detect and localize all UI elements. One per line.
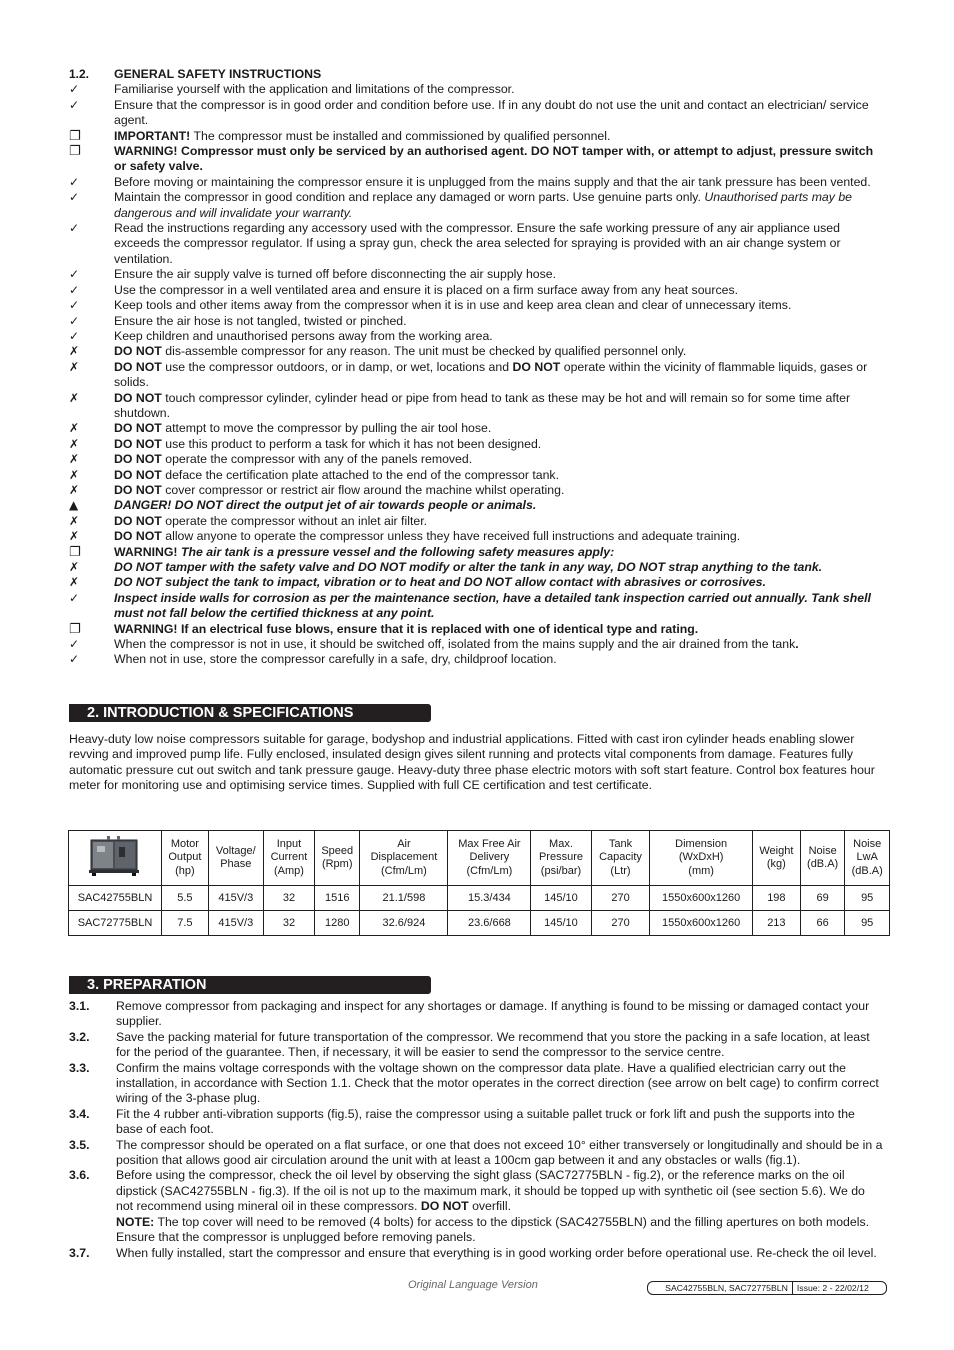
safety-instruction-text bbox=[114, 498, 885, 513]
cross-mark-icon: ✗ bbox=[69, 482, 80, 497]
preparation-item bbox=[69, 1168, 883, 1245]
table-cell: 1280 bbox=[315, 911, 360, 936]
check-mark-icon: ✓ bbox=[69, 174, 80, 189]
cross-mark-icon: ✗ bbox=[69, 467, 80, 482]
safety-instruction-text bbox=[114, 637, 885, 652]
text-run: WARNING! Compressor must only be serviced by an authorised agent. DO NOT tamper with, or attempt to adjust, pressure switch or safety valve. bbox=[114, 144, 874, 174]
column-header-line: (Amp) bbox=[273, 864, 304, 877]
safety-instruction-item bbox=[69, 560, 885, 575]
step-text bbox=[116, 1168, 883, 1245]
safety-instruction-text bbox=[114, 652, 885, 667]
preparation-item bbox=[69, 1030, 883, 1061]
column-header-line: (hp) bbox=[175, 864, 195, 877]
preparation-item bbox=[69, 1107, 883, 1138]
general-safety-section bbox=[69, 67, 885, 668]
check-mark-icon: ✓ bbox=[69, 298, 80, 313]
column-header-line: LwA bbox=[856, 851, 878, 864]
table-row bbox=[69, 911, 890, 936]
preparation-list bbox=[69, 999, 883, 1261]
text-run: DO NOT bbox=[114, 390, 162, 405]
text-run: Save the packing material for future transportation of the compressor. We recommend that you store the packing in a safe location, at least for the period of the guarantee. Then, if necessary, it will be easier to send the compressor to the service centre. bbox=[116, 1029, 870, 1060]
table-cell: 32.6/924 bbox=[360, 911, 448, 936]
text-run: Before moving or maintaining the compressor ensure it is unplugged from the mains supply and that the air tank pressure has been vented. bbox=[114, 174, 871, 189]
table-cell: 69 bbox=[800, 886, 845, 911]
text-run: DO NOT subject the tank to impact, vibration or to heat and DO NOT allow contact with abrasives or corrosives. bbox=[114, 575, 766, 590]
column-header-line: Voltage/ bbox=[215, 844, 256, 857]
text-run: . bbox=[795, 637, 799, 652]
column-header-line: Current bbox=[270, 851, 308, 864]
safety-instruction-item bbox=[69, 267, 885, 282]
safety-instruction-item bbox=[69, 314, 885, 329]
footer-models: SAC42755BLN, SAC72775BLN bbox=[665, 1283, 788, 1293]
column-header-line: Motor bbox=[170, 837, 199, 850]
text-run: DO NOT bbox=[114, 467, 162, 482]
cross-mark-icon: ✗ bbox=[69, 344, 80, 359]
text-run: Confirm the mains voltage corresponds with the voltage shown on the compressor data plate. Have a qualified electrician carry out the installation, in accordance with Section 1.1. Check that the motor operates in the correct direction (see arrow on belt cage) to confirm correct wiring of the 3-phase plug. bbox=[116, 1060, 879, 1106]
compressor-image-icon bbox=[87, 834, 143, 878]
safety-instruction-item bbox=[69, 545, 885, 560]
box-bullet-icon: ❐ bbox=[69, 144, 81, 160]
column-header bbox=[360, 831, 448, 886]
column-header bbox=[845, 831, 890, 886]
column-header-line: Noise bbox=[853, 837, 882, 850]
model-cell: SAC42755BLN bbox=[69, 886, 162, 911]
safety-instruction-item bbox=[69, 498, 885, 513]
cross-mark-icon: ✗ bbox=[69, 513, 80, 528]
text-run: Keep children and unauthorised persons away from the working area. bbox=[114, 328, 493, 343]
text-run: use this product to perform a task for which it has not been designed. bbox=[161, 436, 542, 451]
column-header-line: Output bbox=[168, 851, 202, 864]
safety-instruction-item bbox=[69, 175, 885, 190]
safety-instruction-text bbox=[114, 452, 885, 467]
column-header-line: Phase bbox=[220, 858, 252, 870]
cross-mark-icon: ✗ bbox=[69, 529, 80, 544]
check-mark-icon: ✓ bbox=[69, 313, 80, 328]
safety-instruction-text bbox=[114, 529, 885, 544]
safety-instruction-text bbox=[114, 298, 885, 313]
safety-instruction-item bbox=[69, 129, 885, 144]
safety-instruction-item bbox=[69, 98, 885, 129]
step-number: 3.4. bbox=[69, 1106, 90, 1121]
safety-instruction-item bbox=[69, 144, 885, 175]
section-title: GENERAL SAFETY INSTRUCTIONS bbox=[114, 67, 322, 81]
text-run: When not in use, store the compressor carefully in a safe, dry, childproof location. bbox=[114, 652, 557, 667]
section-number: 1.2. bbox=[69, 67, 90, 81]
table-cell: 95 bbox=[845, 886, 890, 911]
safety-instruction-item bbox=[69, 468, 885, 483]
safety-instruction-text bbox=[114, 421, 885, 436]
box-bullet-icon: ❐ bbox=[69, 621, 81, 637]
safety-instruction-item bbox=[69, 652, 885, 667]
text-run: The top cover will need to be removed (4 bolts) for access to the dipstick (SAC42755BLN) and the filling apertures on both models. Ensure that the compressor is unplugged before removing panels. bbox=[116, 1214, 870, 1245]
text-run: Ensure the air supply valve is turned off before disconnecting the air supply hose. bbox=[114, 267, 557, 282]
preparation-item bbox=[69, 1138, 883, 1169]
warning-triangle-icon: ▲ bbox=[69, 498, 79, 513]
step-number: 3.1. bbox=[69, 999, 90, 1013]
step-number: 3.5. bbox=[69, 1137, 90, 1152]
text-run: DO NOT tamper with the safety valve and DO NOT modify or alter the tank in any way, DO NOT strap anything to the tank. bbox=[114, 560, 823, 574]
safety-instruction-text bbox=[114, 437, 885, 452]
safety-instruction-text bbox=[114, 622, 885, 637]
safety-instruction-item bbox=[69, 437, 885, 452]
column-header-line: Capacity bbox=[599, 851, 642, 864]
safety-instruction-item bbox=[69, 221, 885, 267]
safety-instruction-item bbox=[69, 360, 885, 391]
safety-instruction-text bbox=[114, 329, 885, 344]
table-cell: 1550x600x1260 bbox=[650, 886, 752, 911]
safety-instruction-text bbox=[114, 267, 885, 282]
table-cell: 23.6/668 bbox=[448, 911, 531, 936]
column-header bbox=[315, 831, 360, 886]
check-mark-icon: ✓ bbox=[69, 590, 80, 605]
column-header bbox=[208, 831, 263, 886]
text-run: DANGER! DO NOT direct the output jet of air towards people or animals. bbox=[114, 498, 537, 513]
column-header-line: (Rpm) bbox=[321, 858, 353, 870]
column-header-line: Delivery bbox=[469, 851, 510, 864]
preparation-item bbox=[69, 1061, 883, 1107]
safety-instruction-text bbox=[114, 483, 885, 498]
text-run: operate the compressor without an inlet air filter. bbox=[161, 513, 428, 528]
table-cell: 5.5 bbox=[162, 886, 209, 911]
column-header bbox=[162, 831, 209, 886]
safety-instruction-item bbox=[69, 329, 885, 344]
step-number: 3.7. bbox=[69, 1245, 90, 1260]
table-cell: 21.1/598 bbox=[360, 886, 448, 911]
column-header-line: (kg) bbox=[766, 858, 786, 870]
safety-instruction-item bbox=[69, 82, 885, 97]
safety-instruction-text bbox=[114, 575, 885, 590]
footer-divider bbox=[792, 1282, 793, 1294]
text-run: overfill. bbox=[468, 1199, 512, 1214]
table-cell: 270 bbox=[591, 911, 650, 936]
safety-instruction-item bbox=[69, 452, 885, 467]
safety-instruction-item bbox=[69, 344, 885, 359]
text-run: The air tank is a pressure vessel and the following safety measures apply: bbox=[177, 544, 615, 559]
table-cell: 7.5 bbox=[162, 911, 209, 936]
text-run: WARNING! If an electrical fuse blows, ensure that it is replaced with one of identical type and rating. bbox=[114, 621, 699, 636]
column-header-line: (mm) bbox=[688, 864, 714, 877]
text-run: Ensure that the compressor is in good order and condition before use. If in any doubt do not use the unit and contact an electrician/ service agent. bbox=[114, 97, 869, 128]
section-heading bbox=[69, 67, 885, 82]
text-run: deface the certification plate attached to the end of the compressor tank. bbox=[161, 467, 559, 482]
footer-language-note: Original Language Version bbox=[408, 1279, 538, 1291]
step-number: 3.6. bbox=[69, 1168, 90, 1183]
text-run: touch compressor cylinder, cylinder head or pipe from head to tank as these may be hot and will remain so for some time after shutdown. bbox=[114, 390, 851, 420]
cross-mark-icon: ✗ bbox=[69, 421, 80, 436]
column-header-line: Max. bbox=[549, 837, 573, 850]
step-number: 3.3. bbox=[69, 1060, 90, 1075]
step-text bbox=[116, 1030, 883, 1061]
section-bar-introduction: 2. INTRODUCTION & SPECIFICATIONS bbox=[69, 704, 431, 722]
section-bar-preparation: 3. PREPARATION bbox=[69, 976, 431, 994]
column-header bbox=[263, 831, 314, 886]
text-run: Keep tools and other items away from the compressor when it is in use and keep area clean and clear of unnecessary items. bbox=[114, 298, 792, 313]
text-run: DO NOT bbox=[114, 452, 162, 467]
safety-instruction-text bbox=[114, 175, 885, 190]
table-header-row bbox=[69, 831, 890, 886]
table-cell: 415V/3 bbox=[208, 886, 263, 911]
check-mark-icon: ✓ bbox=[69, 82, 80, 97]
text-run: Maintain the compressor in good condition and replace any damaged or worn parts. Use genuine parts only. bbox=[114, 190, 705, 205]
table-cell: 15.3/434 bbox=[448, 886, 531, 911]
step-text bbox=[116, 999, 883, 1030]
text-run: attempt to move the compressor by pulling the air tool hose. bbox=[161, 421, 492, 436]
introduction-text: Heavy-duty low noise compressors suitable for garage, bodyshop and industrial applications. Fitted with cast iron cylinder heads enabling slower revving and improved pump life. Fully enclosed, insulated design gives silent running and protects vital components from damage. Features fully automatic pressure cut out switch and tank pressure gauge. Heavy-duty three phase electric motors with soft start feature. Control box features hour meter for monitoring use and optimising service times. Supplied with full CE certification and test certificate. bbox=[69, 732, 875, 793]
text-run: NOTE: bbox=[116, 1214, 155, 1229]
table-cell: 145/10 bbox=[531, 886, 591, 911]
table-cell: 95 bbox=[845, 911, 890, 936]
text-run: DO NOT bbox=[114, 513, 162, 528]
column-header-line: Speed bbox=[321, 844, 354, 857]
text-run: The compressor must be installed and commissioned by qualified personnel. bbox=[190, 128, 611, 143]
cross-mark-icon: ✗ bbox=[69, 436, 80, 451]
check-mark-icon: ✓ bbox=[69, 190, 80, 205]
safety-instruction-text bbox=[114, 344, 885, 359]
preparation-item bbox=[69, 999, 883, 1030]
text-run: Familiarise yourself with the application and limitations of the compressor. bbox=[114, 82, 515, 97]
column-header-line: (psi/bar) bbox=[540, 864, 582, 877]
footer-reference-box bbox=[647, 1281, 887, 1295]
safety-instruction-text bbox=[114, 190, 885, 221]
product-image-cell bbox=[69, 831, 162, 886]
check-mark-icon: ✓ bbox=[69, 282, 80, 297]
safety-instruction-item bbox=[69, 483, 885, 498]
column-header-line: (Cfm/Lm) bbox=[466, 864, 513, 877]
text-run: DO NOT bbox=[114, 344, 162, 359]
column-header-line: Displacement bbox=[370, 851, 438, 864]
safety-instruction-item bbox=[69, 575, 885, 590]
safety-instruction-item bbox=[69, 298, 885, 313]
text-run: cover compressor or restrict air flow around the machine whilst operating. bbox=[161, 482, 565, 497]
text-run: Fit the 4 rubber anti-vibration supports (fig.5), raise the compressor using a suitable pallet truck or fork lift and push the supports into the base of each foot. bbox=[116, 1106, 855, 1137]
safety-instruction-text bbox=[114, 129, 885, 144]
column-header-line: Tank bbox=[608, 837, 633, 850]
safety-instruction-item bbox=[69, 637, 885, 652]
safety-instruction-text bbox=[114, 391, 885, 422]
box-bullet-icon: ❐ bbox=[69, 544, 81, 560]
text-run: DO NOT bbox=[114, 529, 162, 544]
text-run: When fully installed, start the compressor and ensure that everything is in good working order before operational use. Re-check the oil level. bbox=[116, 1245, 877, 1260]
column-header bbox=[591, 831, 650, 886]
text-run: dis-assemble compressor for any reason. The unit must be checked by qualified personnel only. bbox=[161, 344, 687, 359]
text-run: DO NOT bbox=[114, 359, 162, 374]
column-header bbox=[752, 831, 800, 886]
safety-instruction-text bbox=[114, 144, 885, 175]
text-run: DO NOT bbox=[512, 359, 561, 374]
table-cell: 213 bbox=[752, 911, 800, 936]
text-run: allow anyone to operate the compressor unless they have received full instructions and adequate training. bbox=[161, 529, 741, 544]
text-run: Remove compressor from packaging and inspect for any shortages or damage. If anything is found to be missing or damaged contact your supplier. bbox=[116, 999, 870, 1029]
safety-instruction-item bbox=[69, 421, 885, 436]
safety-instruction-text bbox=[114, 283, 885, 298]
text-run: use the compressor outdoors, or in damp, or wet, locations and bbox=[161, 359, 513, 374]
step-text bbox=[116, 1107, 883, 1138]
text-run: operate within the vicinity of flammable liquids, gases or solids. bbox=[114, 359, 868, 390]
safety-instruction-item bbox=[69, 529, 885, 544]
column-header-line: (Ltr) bbox=[610, 864, 631, 877]
table-cell: 198 bbox=[752, 886, 800, 911]
safety-instruction-text bbox=[114, 514, 885, 529]
safety-instruction-text bbox=[114, 545, 885, 560]
safety-instruction-text bbox=[114, 221, 885, 267]
safety-instruction-text bbox=[114, 314, 885, 329]
column-header bbox=[800, 831, 845, 886]
column-header-line: Input bbox=[276, 837, 302, 850]
table-cell: 145/10 bbox=[531, 911, 591, 936]
table-cell: 1550x600x1260 bbox=[650, 911, 752, 936]
check-mark-icon: ✓ bbox=[69, 97, 80, 112]
box-bullet-icon: ❐ bbox=[69, 128, 81, 144]
column-header-line: Dimension bbox=[675, 837, 728, 850]
cross-mark-icon: ✗ bbox=[69, 575, 80, 590]
safety-instruction-item bbox=[69, 190, 885, 221]
safety-instruction-list bbox=[69, 82, 885, 667]
specification-table bbox=[68, 830, 890, 936]
step-text bbox=[116, 1138, 883, 1169]
column-header-line: (Cfm/Lm) bbox=[381, 864, 427, 877]
check-mark-icon: ✓ bbox=[69, 221, 80, 236]
text-run: When the compressor is not in use, it should be switched off, isolated from the mains supply and the air drained from the tank bbox=[114, 637, 796, 652]
table-body bbox=[69, 886, 890, 936]
safety-instruction-text bbox=[114, 468, 885, 483]
column-header-line: Noise bbox=[808, 844, 837, 857]
safety-instruction-item bbox=[69, 622, 885, 637]
table-cell: 66 bbox=[800, 911, 845, 936]
safety-instruction-text bbox=[114, 82, 885, 97]
text-run: DO NOT bbox=[114, 482, 162, 497]
text-run: DO NOT bbox=[420, 1199, 469, 1214]
column-header-line: Pressure bbox=[538, 851, 583, 864]
text-run: Before using the compressor, check the oil level by observing the sight glass (SAC72775BLN - fig.2), or the reference marks on the oil dipstick (SAC42755BLN - fig.3). If the oil is not up to the maximum mark, it should be topped up with synthetic oil (see section 5.6). We do not recommend using mineral oil in these compressors. bbox=[116, 1168, 865, 1214]
text-run: Inspect inside walls for corrosion as per the maintenance section, have a detailed tank inspection carried out annually. Tank shell must not fall below the certified thickness at any point. bbox=[114, 590, 871, 621]
step-text bbox=[116, 1246, 883, 1261]
text-run: DO NOT bbox=[114, 436, 162, 451]
footer-issue: Issue: 2 - 22/02/12 bbox=[796, 1283, 869, 1293]
step-text bbox=[116, 1061, 883, 1107]
text-run: Read the instructions regarding any accessory used with the compressor. Ensure the safe working pressure of any air appliance used exceeds the compressor regulator. If using a spray gun, check the area selected for spraying is provided with an air change system or ventilation. bbox=[114, 221, 841, 266]
preparation-item bbox=[69, 1246, 883, 1261]
column-header-line: (dB.A) bbox=[851, 864, 883, 877]
column-header bbox=[650, 831, 752, 886]
safety-instruction-item bbox=[69, 391, 885, 422]
step-number: 3.2. bbox=[69, 1029, 90, 1044]
text-run: operate the compressor with any of the panels removed. bbox=[161, 452, 473, 467]
check-mark-icon: ✓ bbox=[69, 328, 80, 343]
text-run: Use the compressor in a well ventilated area and ensure it is placed on a firm surface away from any heat sources. bbox=[114, 282, 739, 297]
safety-instruction-item bbox=[69, 591, 885, 622]
table-cell: 415V/3 bbox=[208, 911, 263, 936]
table-cell: 32 bbox=[263, 911, 314, 936]
text-run: Unauthorised parts may be dangerous and will invalidate your warranty. bbox=[114, 190, 853, 220]
text-run: WARNING! bbox=[114, 544, 178, 559]
safety-instruction-text bbox=[114, 591, 885, 622]
check-mark-icon: ✓ bbox=[69, 652, 80, 667]
column-header-line: Max Free Air bbox=[458, 837, 521, 850]
column-header bbox=[448, 831, 531, 886]
check-mark-icon: ✓ bbox=[69, 267, 80, 282]
table-cell: 270 bbox=[591, 886, 650, 911]
cross-mark-icon: ✗ bbox=[69, 359, 80, 374]
cross-mark-icon: ✗ bbox=[69, 452, 80, 467]
column-header bbox=[531, 831, 591, 886]
safety-instruction-text bbox=[114, 560, 885, 575]
column-header-line: (WxDxH) bbox=[678, 851, 724, 864]
check-mark-icon: ✓ bbox=[69, 637, 80, 652]
safety-instruction-text bbox=[114, 360, 885, 391]
table-row bbox=[69, 886, 890, 911]
cross-mark-icon: ✗ bbox=[69, 560, 80, 574]
text-run: The compressor should be operated on a flat surface, or one that does not exceed 10° either transversely or longitudinally and should be in a position that allows good air circulation around the unit with at least a 100cm gap between it and any obstacles or walls (fig.1). bbox=[116, 1137, 883, 1168]
column-header-line: (dB.A) bbox=[807, 858, 839, 870]
safety-instruction-text bbox=[114, 98, 885, 129]
text-run: Ensure the air hose is not tangled, twisted or pinched. bbox=[114, 313, 407, 328]
text-run: DO NOT bbox=[114, 421, 162, 436]
model-cell: SAC72775BLN bbox=[69, 911, 162, 936]
column-header-line: Air bbox=[397, 837, 411, 850]
safety-instruction-item bbox=[69, 514, 885, 529]
column-header-line: Weight bbox=[759, 844, 794, 857]
table-cell: 1516 bbox=[315, 886, 360, 911]
safety-instruction-item bbox=[69, 283, 885, 298]
text-run: IMPORTANT! bbox=[114, 128, 191, 143]
cross-mark-icon: ✗ bbox=[69, 390, 80, 405]
table-cell: 32 bbox=[263, 886, 314, 911]
